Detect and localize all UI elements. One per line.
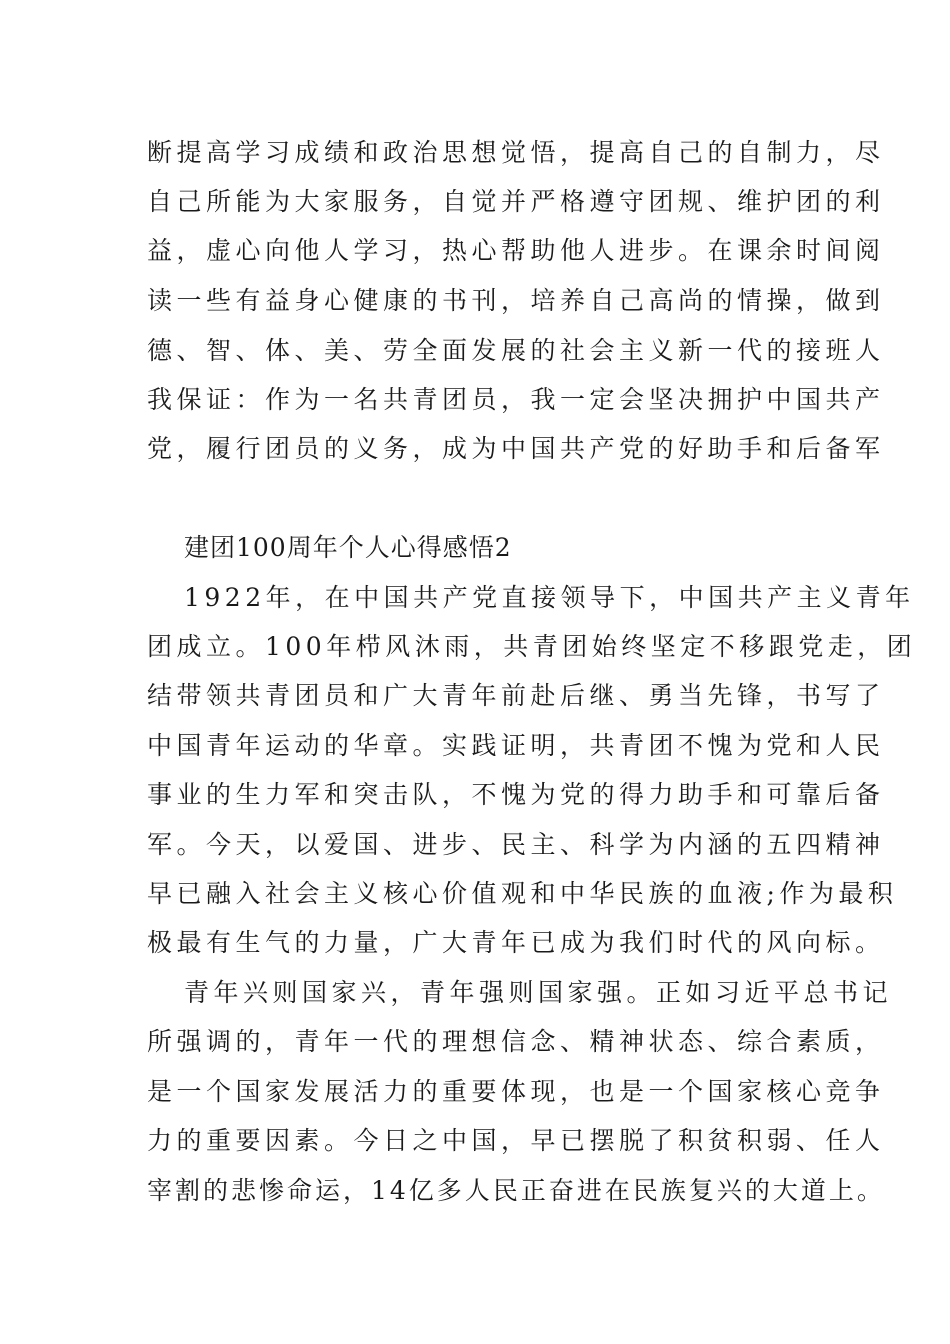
paragraph-first-line: 1922年，在中国共产党直接领导下，中国共产主义青年 [184, 583, 915, 612]
body-text-line: 力的重要因素。今日之中国，早已摆脱了积贫积弱、任人 [147, 1126, 885, 1155]
body-text-line: 极最有生气的力量，广大青年已成为我们时代的风向标。 [147, 928, 885, 957]
body-text-line: 是一个国家发展活力的重要体现，也是一个国家核心竞争 [147, 1077, 885, 1106]
body-text-line: 团成立。100年栉风沐雨，共青团始终坚定不移跟党走，团 [147, 632, 917, 661]
body-text-line: 德、智、体、美、劳全面发展的社会主义新一代的接班人 [147, 336, 885, 365]
body-text-line: 读一些有益身心健康的书刊，培养自己高尚的情操，做到 [147, 286, 885, 315]
body-text-line: 结带领共青团员和广大青年前赴后继、勇当先锋，书写了 [147, 681, 885, 710]
section-heading: 建团100周年个人心得感悟2 [184, 533, 512, 562]
body-text-line: 军。今天，以爱国、进步、民主、科学为内涵的五四精神 [147, 830, 885, 859]
body-text-line: 早已融入社会主义核心价值观和中华民族的血液;作为最积 [147, 879, 898, 908]
body-text-line: 中国青年运动的华章。实践证明，共青团不愧为党和人民 [147, 731, 885, 760]
body-text-line: 党，履行团员的义务，成为中国共产党的好助手和后备军 [147, 434, 885, 463]
paragraph-first-line: 青年兴则国家兴，青年强则国家强。正如习近平总书记 [184, 978, 893, 1007]
body-text-line: 断提高学习成绩和政治思想觉悟，提高自己的自制力，尽 [147, 138, 885, 167]
body-text-line: 所强调的，青年一代的理想信念、精神状态、综合素质， [147, 1027, 885, 1056]
body-text-line: 自己所能为大家服务，自觉并严格遵守团规、维护团的利 [147, 187, 885, 216]
body-text-line: 事业的生力军和突击队，不愧为党的得力助手和可靠后备 [147, 780, 885, 809]
body-text-line: 益，虚心向他人学习，热心帮助他人进步。在课余时间阅 [147, 236, 885, 265]
body-text-line: 我保证：作为一名共青团员，我一定会坚决拥护中国共产 [147, 385, 885, 414]
body-text-line: 宰割的悲惨命运，14亿多人民正奋进在民族复兴的大道上。 [147, 1176, 885, 1205]
